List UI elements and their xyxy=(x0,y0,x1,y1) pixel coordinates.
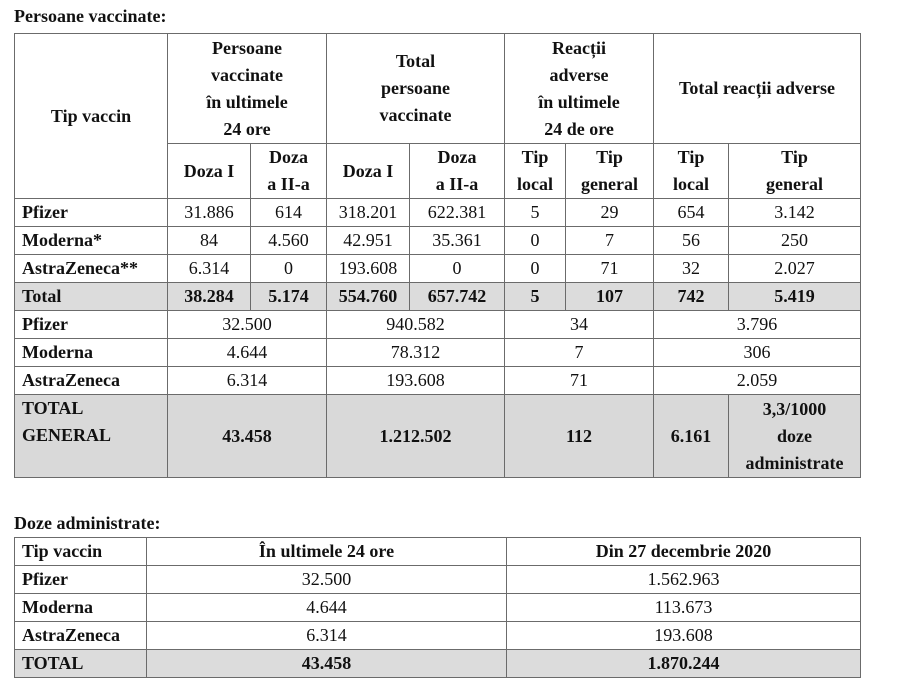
cell: 78.312 xyxy=(327,339,505,367)
vaccine-name: Pfizer xyxy=(15,566,147,594)
cell: 4.644 xyxy=(147,594,507,622)
table-row xyxy=(15,255,861,283)
table-row xyxy=(15,622,861,650)
vaccine-name: AstraZeneca xyxy=(15,367,168,395)
cell: 107 xyxy=(566,283,654,311)
header-tip-vaccin: Tip vaccin xyxy=(15,538,147,566)
total-row xyxy=(15,650,861,678)
cell: 5.174 xyxy=(251,283,327,311)
header-last-24h: În ultimele 24 ore xyxy=(147,538,507,566)
cell: 0 xyxy=(505,227,566,255)
vaccine-name: Pfizer xyxy=(15,199,168,227)
subheader-cell: Tip general xyxy=(566,144,654,199)
cell: 71 xyxy=(566,255,654,283)
subheader-cell: Doza a II-a xyxy=(410,144,505,199)
cell: 2.027 xyxy=(729,255,861,283)
cell: 112 xyxy=(505,395,654,478)
cell: 7 xyxy=(566,227,654,255)
cell: 6.314 xyxy=(147,622,507,650)
header-since-start: Din 27 decembrie 2020 xyxy=(507,538,861,566)
vaccinated-section-title: Persoane vaccinate: xyxy=(14,6,167,26)
cell: 32.500 xyxy=(147,566,507,594)
grand-total-row xyxy=(15,395,861,478)
cell: 4.560 xyxy=(251,227,327,255)
summary-row xyxy=(15,339,861,367)
total-row xyxy=(15,283,861,311)
cell: 113.673 xyxy=(507,594,861,622)
cell: 318.201 xyxy=(327,199,410,227)
vaccine-name: Moderna xyxy=(15,594,147,622)
cell: 3.796 xyxy=(654,311,861,339)
cell: 42.951 xyxy=(327,227,410,255)
cell: 1.212.502 xyxy=(327,395,505,478)
cell: 193.608 xyxy=(327,255,410,283)
cell: 1.562.963 xyxy=(507,566,861,594)
cell: 4.644 xyxy=(168,339,327,367)
cell: 0 xyxy=(505,255,566,283)
table-row xyxy=(15,199,861,227)
cell: 56 xyxy=(654,227,729,255)
cell: 306 xyxy=(654,339,861,367)
cell: 193.608 xyxy=(327,367,505,395)
cell: 35.361 xyxy=(410,227,505,255)
vaccine-name: AstraZeneca** xyxy=(15,255,168,283)
subheader-cell: Tip local xyxy=(654,144,729,199)
header-vaccinated-24h: Persoane vaccinate în ultimele 24 ore xyxy=(168,34,327,144)
cell: 3.142 xyxy=(729,199,861,227)
doses-table xyxy=(14,537,861,678)
table-row xyxy=(15,594,861,622)
subheader-cell: Doza a II-a xyxy=(251,144,327,199)
summary-row xyxy=(15,311,861,339)
total-label: TOTAL xyxy=(15,650,147,678)
cell: 654 xyxy=(654,199,729,227)
cell: 6.161 xyxy=(654,395,729,478)
cell: 84 xyxy=(168,227,251,255)
subheader-cell: Doza I xyxy=(168,144,251,199)
cell: 614 xyxy=(251,199,327,227)
cell: 31.886 xyxy=(168,199,251,227)
header-tip-vaccin: Tip vaccin xyxy=(15,34,168,199)
cell: 0 xyxy=(251,255,327,283)
subheader-cell: Doza I xyxy=(327,144,410,199)
vaccinated-table xyxy=(14,33,861,478)
vaccine-name: Moderna xyxy=(15,339,168,367)
cell: 622.381 xyxy=(410,199,505,227)
cell: 5 xyxy=(505,283,566,311)
header-row xyxy=(15,538,861,566)
cell: 2.059 xyxy=(654,367,861,395)
cell: 1.870.244 xyxy=(507,650,861,678)
cell: 6.314 xyxy=(168,255,251,283)
cell: 742 xyxy=(654,283,729,311)
cell: 32 xyxy=(654,255,729,283)
cell: 193.608 xyxy=(507,622,861,650)
cell: 29 xyxy=(566,199,654,227)
cell: 657.742 xyxy=(410,283,505,311)
table-row xyxy=(15,227,861,255)
cell: 38.284 xyxy=(168,283,251,311)
cell: 43.458 xyxy=(168,395,327,478)
summary-row xyxy=(15,367,861,395)
table-row xyxy=(15,566,861,594)
subheader-cell: Tip local xyxy=(505,144,566,199)
header-reactions-24h: Reacții adverse în ultimele 24 de ore xyxy=(505,34,654,144)
cell: 7 xyxy=(505,339,654,367)
header-vaccinated-total: Total persoane vaccinate xyxy=(327,34,505,144)
header-reactions-total: Total reacții adverse xyxy=(654,34,861,144)
grand-total-label: TOTAL GENERAL xyxy=(15,395,168,478)
doses-section-title: Doze administrate: xyxy=(14,513,161,533)
vaccine-name: AstraZeneca xyxy=(15,622,147,650)
vaccine-name: Pfizer xyxy=(15,311,168,339)
vaccine-name: Moderna* xyxy=(15,227,168,255)
cell: 32.500 xyxy=(168,311,327,339)
header-row-groups xyxy=(15,34,861,144)
cell: 5 xyxy=(505,199,566,227)
cell: 0 xyxy=(410,255,505,283)
cell: 5.419 xyxy=(729,283,861,311)
cell: 71 xyxy=(505,367,654,395)
cell: 34 xyxy=(505,311,654,339)
cell: 554.760 xyxy=(327,283,410,311)
total-label: Total xyxy=(15,283,168,311)
cell: 250 xyxy=(729,227,861,255)
subheader-cell: Tip general xyxy=(729,144,861,199)
cell: 43.458 xyxy=(147,650,507,678)
rate-cell: 3,3/1000 doze administrate xyxy=(729,395,861,478)
cell: 940.582 xyxy=(327,311,505,339)
cell: 6.314 xyxy=(168,367,327,395)
